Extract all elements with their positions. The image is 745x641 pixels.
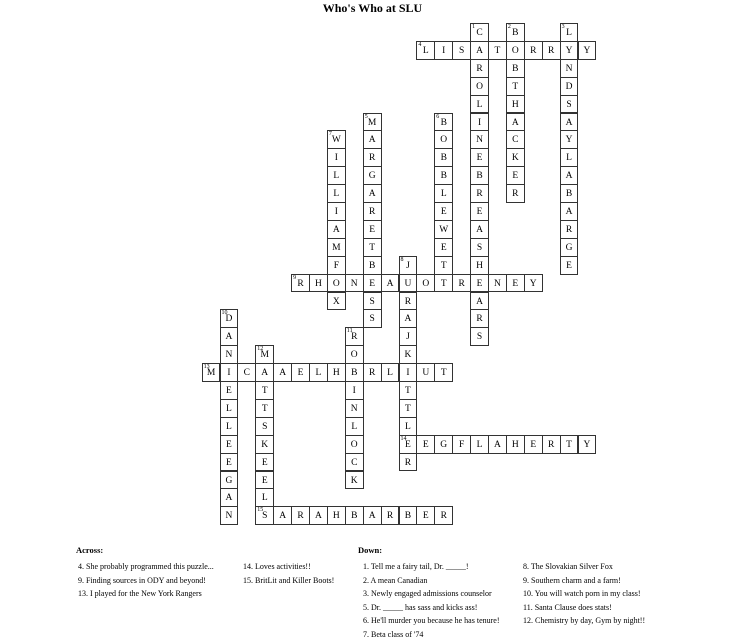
grid-cell[interactable]: O [470, 77, 489, 96]
grid-cell[interactable]: A [488, 435, 507, 454]
grid-cell[interactable]: G [560, 238, 579, 257]
grid-cell[interactable]: L [399, 417, 418, 436]
grid-cell[interactable]: Y [578, 435, 597, 454]
grid-cell[interactable]: U [399, 274, 418, 293]
grid-cell[interactable]: R [434, 506, 453, 525]
grid-cell[interactable]: S [560, 95, 579, 114]
grid-cell[interactable]: A [220, 327, 239, 346]
grid-cell[interactable]: I [399, 363, 418, 382]
grid-cell[interactable]: I [220, 363, 239, 382]
grid-cell[interactable]: T [434, 256, 453, 275]
grid-cell[interactable]: J 8 [399, 256, 418, 275]
clue-item: 10. You will watch porn in my class! [523, 589, 641, 598]
grid-cell[interactable]: N [488, 274, 507, 293]
grid-cell[interactable]: M 13 [202, 363, 221, 382]
grid-cell[interactable]: R [291, 506, 310, 525]
clue-number: 2 [507, 24, 511, 30]
grid-cell[interactable]: C [345, 453, 364, 472]
across-clues-right [243, 560, 334, 587]
grid-cell[interactable]: E [416, 435, 435, 454]
grid-cell[interactable]: A [273, 363, 292, 382]
grid-cell[interactable]: A [363, 130, 382, 149]
grid-cell[interactable]: S [363, 292, 382, 311]
grid-cell[interactable]: E [255, 471, 274, 490]
grid-cell[interactable]: U [416, 363, 435, 382]
grid-cell[interactable]: R [470, 59, 489, 78]
grid-cell[interactable]: B [560, 184, 579, 203]
grid-cell[interactable]: R [363, 202, 382, 221]
clue-number: 1 [472, 24, 476, 30]
grid-cell[interactable]: T [363, 238, 382, 257]
grid-cell[interactable]: E [506, 166, 525, 185]
grid-cell[interactable]: Y [524, 274, 543, 293]
grid-cell[interactable]: E [255, 453, 274, 472]
grid-cell[interactable]: Y [578, 41, 597, 60]
grid-cell[interactable]: R [381, 506, 400, 525]
grid-cell[interactable]: H [309, 274, 328, 293]
clue-number: 4 [418, 41, 422, 48]
grid-cell[interactable]: L [327, 184, 346, 203]
clue-number: 12 [257, 346, 264, 353]
clue-number: 8 [400, 256, 404, 263]
grid-cell[interactable]: H [506, 95, 525, 114]
grid-cell[interactable]: D 10 [220, 309, 239, 328]
clue-item: 15. BritLit and Killer Boots! [243, 575, 335, 585]
grid-cell[interactable]: L [220, 399, 239, 418]
grid-cell[interactable]: L [220, 417, 239, 436]
grid-cell[interactable]: L 4 [416, 41, 435, 60]
grid-cell[interactable]: A [327, 220, 346, 239]
grid-cell[interactable]: N [560, 59, 579, 78]
grid-cell[interactable]: L [470, 95, 489, 114]
grid-cell[interactable]: B 2 [506, 23, 525, 42]
page-title: Who's Who at SLU [322, 1, 423, 15]
clue-number: 14 [400, 435, 407, 442]
grid-cell[interactable]: F [452, 435, 471, 454]
grid-cell[interactable]: S 15 [255, 506, 274, 525]
grid-cell[interactable]: Y [560, 41, 579, 60]
grid-cell[interactable]: I [327, 148, 346, 167]
grid-cell[interactable]: S [452, 41, 471, 60]
grid-cell[interactable]: R [470, 309, 489, 328]
grid-cell[interactable]: T [560, 435, 579, 454]
grid-cell[interactable]: F [327, 256, 346, 275]
grid-cell[interactable]: T [506, 77, 525, 96]
grid-cell[interactable]: A [309, 506, 328, 525]
grid-cell[interactable]: E [434, 202, 453, 221]
grid-cell[interactable]: I [327, 202, 346, 221]
grid-cell[interactable]: G [434, 435, 453, 454]
grid-cell[interactable]: T [488, 41, 507, 60]
grid-cell[interactable]: N [470, 130, 489, 149]
grid-cell[interactable]: N [345, 274, 364, 293]
grid-cell[interactable]: R [542, 41, 561, 60]
grid-cell[interactable]: R [506, 184, 525, 203]
grid-cell[interactable]: O [434, 130, 453, 149]
grid-cell[interactable]: K [255, 435, 274, 454]
grid-cell[interactable]: W 7 [327, 130, 346, 149]
grid-cell[interactable]: L [309, 363, 328, 382]
grid-cell[interactable]: L [255, 488, 274, 507]
grid-cell[interactable]: B [363, 256, 382, 275]
grid-cell[interactable]: I [345, 381, 364, 400]
grid-cell[interactable]: S [363, 309, 382, 328]
grid-cell[interactable]: K [399, 345, 418, 364]
grid-cell[interactable]: S [255, 417, 274, 436]
grid-cell[interactable]: O [327, 274, 346, 293]
grid-cell[interactable]: G [220, 471, 239, 490]
clue-item: 9. Southern charm and a farm! [523, 575, 621, 585]
clue-item: 8. The Slovakian Silver Fox [523, 562, 613, 571]
grid-cell[interactable]: A [363, 184, 382, 203]
grid-cell[interactable]: M [327, 238, 346, 257]
grid-cell[interactable]: T [255, 381, 274, 400]
grid-cell[interactable]: K [506, 148, 525, 167]
clue-item: 4. She probably programmed this puzzle... [78, 562, 214, 571]
across-clues-left [78, 560, 214, 601]
grid-cell[interactable]: R [399, 292, 418, 311]
grid-cell[interactable]: T [399, 381, 418, 400]
grid-cell[interactable]: L [434, 184, 453, 203]
grid-cell[interactable]: N [220, 345, 239, 364]
clue-number: 13 [203, 364, 210, 371]
grid-cell[interactable]: I [434, 41, 453, 60]
clue-number: 3 [561, 24, 565, 30]
clue-item: 5. Dr. _____ has sass and kicks ass! [363, 602, 478, 612]
grid-cell[interactable]: M 12 [255, 345, 274, 364]
grid-cell[interactable]: R [560, 220, 579, 239]
grid-cell[interactable]: Y [560, 130, 579, 149]
grid-cell[interactable]: A [560, 166, 579, 185]
grid-cell[interactable]: L [560, 148, 579, 167]
grid-cell[interactable]: B [399, 506, 418, 525]
grid-cell[interactable]: A [363, 506, 382, 525]
clue-item: 2. A mean Canadian [363, 575, 428, 585]
grid-cell[interactable]: S [470, 238, 489, 257]
grid-cell[interactable]: B [345, 506, 364, 525]
grid-cell[interactable]: R 9 [291, 274, 310, 293]
grid-cell[interactable]: E [560, 256, 579, 275]
clue-item: 13. I played for the New York Rangers [78, 589, 202, 598]
grid-cell[interactable]: K [345, 471, 364, 490]
grid-cell[interactable]: O [506, 41, 525, 60]
clue-number: 9 [293, 274, 297, 281]
clue-item: 12. Chemistry by day, Gym by night!! [523, 616, 646, 625]
grid-cell[interactable]: B [434, 148, 453, 167]
down-clues-right [523, 560, 645, 628]
grid-cell[interactable]: L [470, 435, 489, 454]
grid-cell[interactable]: M 5 [363, 113, 382, 132]
grid-cell[interactable]: O [345, 435, 364, 454]
grid-cell[interactable]: L [381, 363, 400, 382]
grid-cell[interactable]: R [524, 41, 543, 60]
clue-number: 15 [257, 507, 264, 514]
clue-item: 3. Newly engaged admissions counselor [363, 589, 492, 598]
grid-cell[interactable]: W [434, 220, 453, 239]
grid-cell[interactable]: B [345, 363, 364, 382]
grid-cell[interactable]: A [470, 220, 489, 239]
clue-number: 7 [328, 131, 332, 138]
down-clues-left [363, 560, 500, 641]
grid-cell[interactable]: H [327, 506, 346, 525]
grid-cell[interactable]: H [327, 363, 346, 382]
grid-cell[interactable]: G [363, 166, 382, 185]
grid-cell[interactable]: R [542, 435, 561, 454]
grid-cell[interactable]: R [470, 184, 489, 203]
grid-cell[interactable]: R [363, 148, 382, 167]
grid-cell[interactable]: E [434, 238, 453, 257]
grid-cell[interactable]: L [327, 166, 346, 185]
grid-cell[interactable]: A [273, 506, 292, 525]
grid-cell[interactable]: H [470, 256, 489, 275]
clue-number: 6 [436, 113, 440, 120]
clue-item: 6. He'll murder you because he has tenure! [363, 616, 500, 625]
grid-cell[interactable]: D [560, 77, 579, 96]
clue-item: 1. Tell me a fairy tail, Dr. _____! [363, 562, 469, 571]
grid-cell[interactable]: L 3 [560, 23, 579, 42]
grid-cell[interactable]: E [363, 220, 382, 239]
grid-cell[interactable]: A [506, 113, 525, 132]
clue-number: 11 [346, 328, 353, 335]
grid-cell[interactable]: C 1 [470, 23, 489, 42]
grid-cell[interactable]: R [363, 363, 382, 382]
grid-cell[interactable]: T [255, 399, 274, 418]
grid-cell[interactable]: A [470, 41, 489, 60]
grid-cell[interactable]: R 11 [345, 327, 364, 346]
grid-cell[interactable]: A [560, 113, 579, 132]
grid-cell[interactable]: E [220, 435, 239, 454]
grid-cell[interactable]: E [416, 506, 435, 525]
grid-cell[interactable]: C [237, 363, 256, 382]
grid-cell[interactable]: H [506, 435, 525, 454]
grid-cell[interactable]: A [255, 363, 274, 382]
grid-cell[interactable]: A [381, 274, 400, 293]
grid-cell[interactable]: E [220, 453, 239, 472]
grid-cell[interactable]: E [524, 435, 543, 454]
grid-cell[interactable]: E [470, 274, 489, 293]
grid-cell[interactable]: B [434, 166, 453, 185]
down-heading: Down: [358, 545, 383, 555]
grid-cell[interactable]: X [327, 292, 346, 311]
grid-cell[interactable]: R [452, 274, 471, 293]
clue-item: 14. Loves activities!! [243, 562, 311, 571]
grid-cell[interactable]: O [416, 274, 435, 293]
grid-cell[interactable]: E 14 [399, 435, 418, 454]
clue-item: 9. Finding sources in ODY and beyond! [78, 575, 206, 585]
grid-cell[interactable]: L [345, 417, 364, 436]
grid-cell[interactable]: E [291, 363, 310, 382]
grid-cell[interactable]: E [220, 381, 239, 400]
across-heading: Across: [76, 545, 104, 555]
grid-cell[interactable]: B 6 [434, 113, 453, 132]
grid-cell[interactable]: N [345, 399, 364, 418]
grid-cell[interactable]: E [470, 202, 489, 221]
grid-cell[interactable]: A [560, 202, 579, 221]
grid-cell[interactable]: I [470, 113, 489, 132]
grid-cell[interactable]: S [470, 327, 489, 346]
grid-cell[interactable]: R [399, 453, 418, 472]
grid-cell[interactable]: J [399, 327, 418, 346]
clue-item: 7. Beta class of '74 [363, 629, 424, 639]
grid-cell[interactable]: A [220, 488, 239, 507]
grid-cell[interactable]: O [345, 345, 364, 364]
grid-cell[interactable]: C [506, 130, 525, 149]
clue-number: 5 [364, 113, 368, 120]
clue-number: 10 [221, 310, 228, 317]
grid-cell[interactable]: E [363, 274, 382, 293]
grid-cell[interactable]: E [506, 274, 525, 293]
grid-cell[interactable]: B [470, 166, 489, 185]
clue-item: 11. Santa Clause does stats! [523, 602, 612, 612]
grid-cell[interactable]: T [434, 363, 453, 382]
grid-cell[interactable]: A [399, 309, 418, 328]
grid-cell[interactable]: T [399, 399, 418, 418]
grid-cell[interactable]: A [470, 292, 489, 311]
grid-cell[interactable]: B [506, 59, 525, 78]
grid-cell[interactable]: N [220, 506, 239, 525]
grid-cell[interactable]: T [434, 274, 453, 293]
grid-cell[interactable]: E [470, 148, 489, 167]
